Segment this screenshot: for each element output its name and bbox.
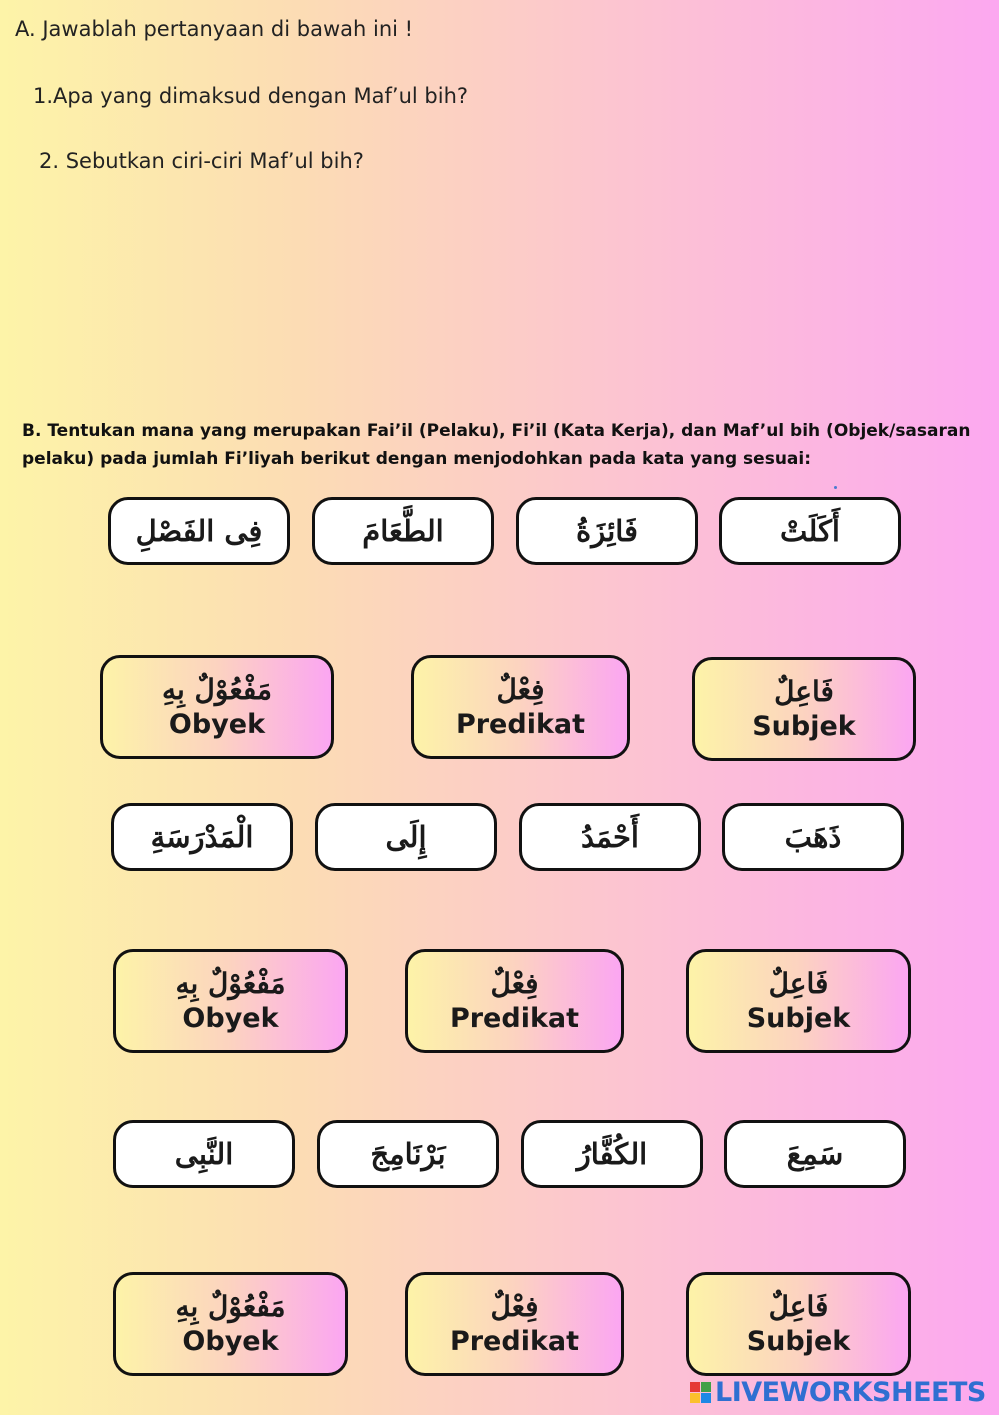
category-arabic: فَاعِلٌ <box>768 1290 829 1323</box>
question-1: 1.Apa yang dimaksud dengan Maf’ul bih? <box>33 84 469 108</box>
category-latin: Obyek <box>182 1003 279 1034</box>
category-arabic: فِعْلٌ <box>490 1290 539 1323</box>
category-latin: Predikat <box>455 709 586 740</box>
word-box[interactable]: فِى الفَصْلِ <box>108 497 290 565</box>
word-box[interactable]: سَمِعَ <box>724 1120 906 1188</box>
logo-square <box>701 1382 711 1392</box>
logo-square <box>690 1393 700 1403</box>
category-latin: Predikat <box>449 1003 580 1034</box>
section-a-heading: A. Jawablah pertanyaan di bawah ini ! <box>15 17 414 41</box>
category-predicate-box[interactable] <box>405 1272 624 1376</box>
category-predicate-box[interactable] <box>405 949 624 1053</box>
section-b-instruction: B. Tentukan mana yang merupakan Fai’il (Pelaku), Fi’il (Kata Kerja), dan Maf’ul bih (Objek/sasaran pelaku) pada jumlah Fi’liyah berikut dengan menjodohkan pada kata yang sesuai: <box>22 421 971 469</box>
category-object-box[interactable] <box>113 949 348 1053</box>
word-box[interactable]: أَحْمَدُ <box>519 803 701 871</box>
word-box[interactable]: النَّبِى <box>113 1120 295 1188</box>
category-predicate-box[interactable] <box>411 655 630 759</box>
category-arabic: فِعْلٌ <box>490 967 539 1000</box>
logo-square <box>690 1382 700 1392</box>
category-subject-box[interactable] <box>686 1272 911 1376</box>
word-box[interactable]: أَكَلَتْ <box>719 497 901 565</box>
category-latin: Subjek <box>752 711 856 742</box>
category-latin: Predikat <box>449 1326 580 1357</box>
category-arabic: مَفْعُوْلٌ بِهِ <box>175 967 286 1000</box>
category-subject-box[interactable] <box>692 657 916 761</box>
category-arabic: مَفْعُوْلٌ بِهِ <box>175 1290 286 1323</box>
category-latin: Subjek <box>746 1326 851 1357</box>
word-box[interactable]: بَرْنَامِجَ <box>317 1120 499 1188</box>
stray-dot <box>834 486 837 489</box>
category-latin: Obyek <box>182 1326 279 1357</box>
category-latin: Obyek <box>168 709 266 740</box>
word-box[interactable]: فَائِزَةُ <box>516 497 698 565</box>
word-box[interactable]: ذَهَبَ <box>722 803 904 871</box>
category-arabic: فِعْلٌ <box>496 673 545 706</box>
word-box[interactable]: الْمَدْرَسَةِ <box>111 803 293 871</box>
category-subject-box[interactable] <box>686 949 911 1053</box>
category-arabic: فَاعِلٌ <box>774 675 834 708</box>
question-2: 2. Sebutkan ciri-ciri Maf’ul bih? <box>39 149 364 173</box>
category-latin: Subjek <box>746 1003 851 1034</box>
logo-square <box>701 1393 711 1403</box>
word-box[interactable]: الطَّعَامَ <box>312 497 494 565</box>
category-arabic: فَاعِلٌ <box>768 967 829 1000</box>
word-box[interactable]: إِلَى <box>315 803 497 871</box>
liveworksheets-name: LIVEWORKSHEETS <box>715 1376 986 1408</box>
category-object-box[interactable] <box>100 655 334 759</box>
category-arabic: مَفْعُوْلٌ بِهِ <box>161 673 273 706</box>
liveworksheets-brand[interactable] <box>690 1372 986 1412</box>
word-box[interactable]: الكُفَّارُ <box>521 1120 703 1188</box>
liveworksheets-logo-icon <box>690 1382 711 1403</box>
category-object-box[interactable] <box>113 1272 348 1376</box>
